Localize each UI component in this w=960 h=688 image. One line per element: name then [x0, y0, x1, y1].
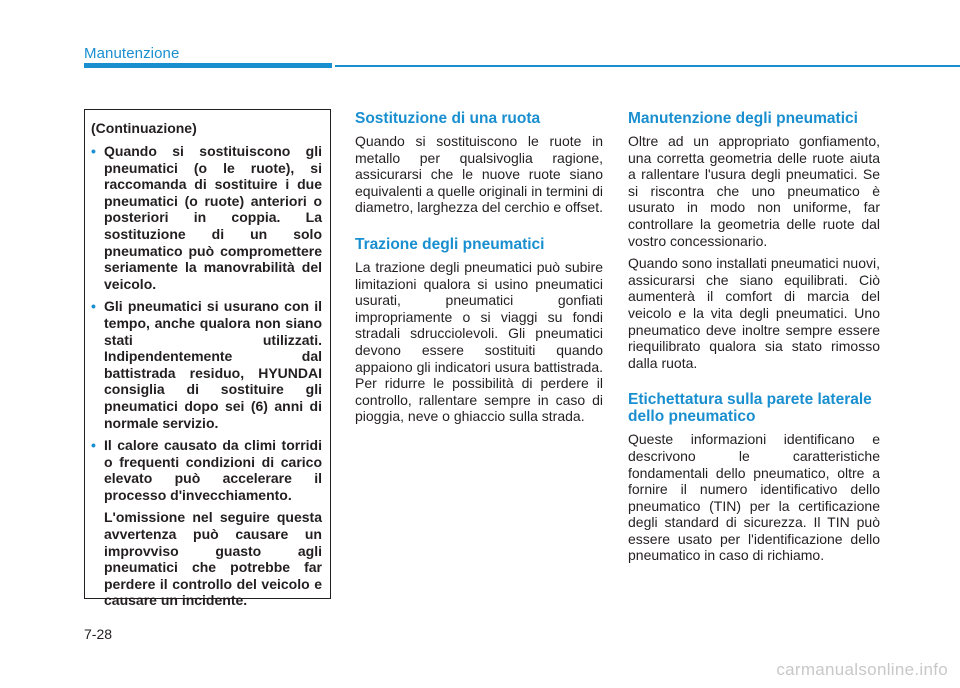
heading-tire-traction: Trazione degli pneumatici: [355, 235, 545, 253]
heading-sidewall-labeling: Etichettatura sulla parete laterale dello pneumatico: [628, 391, 872, 426]
warning-item-text: Il calore causato da climi torridi o frequenti condizioni di carico elevato può accelerare il processo d'invecchiamento.: [104, 437, 322, 503]
column-right: [628, 110, 880, 570]
watermark: carmanualsonline.info: [776, 660, 948, 679]
paragraph-tire-traction: La trazione degli pneumatici può subire limitazioni qualora si usino pneumatici usurati, pneumatici gonfiati impropriamente o si viaggi su fondi stradali sdrucciolevoli. Gli pneumatici devono essere sostituiti quando appaiono gli indicatori usura battistrada. Per ridurre le possibilità di perdere il controllo, rallentare sempre in caso di pioggia, neve o ghiaccio sulla strada.: [355, 258, 603, 425]
warning-closing-text: L'omissione nel seguire questa avvertenza può causare un improvviso guasto agli pneumatici che potrebbe far perdere il controllo del veicolo e causare un incidente.: [104, 509, 322, 609]
warning-item-text: Quando si sostituiscono gli pneumatici (o le ruote), si raccomanda di sostituire i due pneumatici (o ruote) anteriori o posteriori in coppia. La sostituzione di un solo pneumatico può compromettere seriamente la manovrabilità del veicolo.: [104, 143, 322, 292]
heading-wheel-replacement: Sostituzione di una ruota: [355, 110, 541, 127]
paragraph-tire-maintenance-2: Quando sono installati pneumatici nuovi, assicurarsi che siano equilibrati. Ciò aumenterà il comfort di marcia del veicolo e la vita degli pneumatici. Uno pneumatico deve inoltre sempre essere riequilibrato qualora sia stato rimosso dalla ruota.: [628, 255, 880, 371]
column-middle: [355, 110, 603, 431]
bullet-dot-icon: •: [91, 298, 96, 315]
warning-item: [91, 437, 322, 609]
header-rule-thick: [84, 63, 332, 68]
warning-box: [84, 109, 331, 609]
page-number: 7-28: [84, 626, 113, 642]
bullet-dot-icon: •: [91, 437, 96, 454]
warning-list: [91, 143, 322, 609]
bullet-dot-icon: •: [91, 143, 96, 159]
heading-tire-maintenance: Manutenzione degli pneumatici: [628, 110, 858, 127]
warning-heading: (Continuazione): [91, 120, 197, 136]
paragraph-tire-maintenance-1: Oltre ad un appropriato gonfiamento, una corretta geometria delle ruote aiuta a rallentare l'usura degli pneumatici. Se si riscontra che uno pneumatico è usurato in modo non uniforme, far controllare la geometria delle ruote dal vostro concessionario.: [628, 133, 880, 249]
warning-item: [91, 298, 322, 431]
paragraph-sidewall-labeling: Queste informazioni identificano e descrivono le caratteristiche fondamentali dello pneumatico, oltre a fornire il numero identificativo dello pneumatico (TIN) per la certificazione degli standard di sicurezza. Il TIN può essere usato per l'identificazione dello pneumatico in caso di richiamo.: [628, 431, 880, 564]
header-rule-thin: [335, 65, 960, 67]
paragraph-wheel-replacement: Quando si sostituiscono le ruote in metallo per qualsivoglia ragione, assicurarsi che le nuove ruote siano equivalenti a quelle originali in termini di diametro, larghezza del cerchio e offset.: [355, 133, 603, 216]
warning-item: [91, 143, 322, 292]
warning-item-text: Gli pneumatici si usurano con il tempo, anche qualora non siano stati utilizzati. Indipendentemente dal battistrada residuo, HYUNDAI consiglia di sostituire gli pneumatici dopo sei (6) anni di normale servizio.: [104, 298, 322, 431]
section-title: Manutenzione: [84, 45, 180, 62]
